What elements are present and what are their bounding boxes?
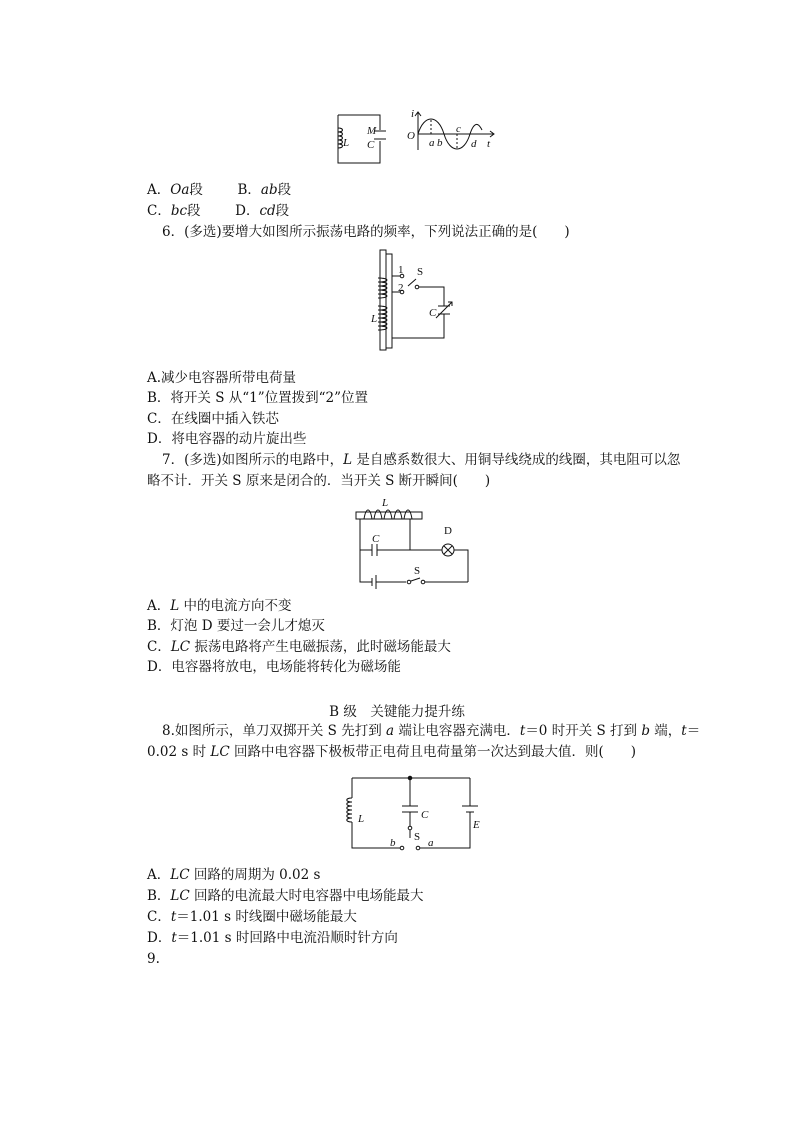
section-heading: B 级 关键能力提升练 — [329, 704, 465, 720]
q8-circuit-figure — [340, 770, 488, 856]
fig-label-c: C — [372, 533, 380, 545]
q9-number: 9. — [147, 951, 160, 967]
q5-options-row-2 — [147, 202, 289, 220]
q8-option-b[interactable]: B．LC 回路的电流最大时电容器中电场能最大 — [147, 888, 424, 904]
graph-label-t: t — [487, 138, 491, 150]
graph-label-a: a — [429, 137, 435, 149]
q6-option-d[interactable]: D．将电容器的动片旋出些 — [147, 431, 307, 447]
fig-label-l: L — [371, 313, 378, 325]
q6-option-b[interactable]: B．将开关 S 从“1”位置拨到“2”位置 — [147, 390, 369, 406]
q5-option-b[interactable]: B．ab段 — [237, 182, 292, 198]
fig-label-c: C — [429, 307, 437, 319]
q7-option-d[interactable]: D．电容器将放电，电场能将转化为磁场能 — [147, 659, 401, 675]
q5-option-d[interactable]: D．cd段 — [235, 203, 290, 219]
fig-label-s: S — [417, 266, 424, 278]
q5-option-a[interactable]: A．Oa段 — [147, 182, 203, 198]
q5-option-c[interactable]: C．bc段 — [147, 203, 201, 219]
graph-label-o: O — [407, 130, 415, 142]
fig-label-e: E — [473, 819, 480, 831]
graph-label-i: i — [411, 108, 415, 120]
q8-stem-line-2: 0.02 s 时 LC 回路中电容器下极板带正电荷且电荷量第一次达到最大值．则( ) — [147, 744, 636, 760]
q7-stem-line-2: 略不计．开关 S 原来是闭合的．当开关 S 断开瞬间( ) — [147, 473, 491, 489]
fig-label-l: L — [343, 137, 350, 149]
fig-label-d: D — [444, 525, 452, 537]
fig-label-l: L — [382, 497, 389, 509]
q7-stem-line-1: 7．(多选)如图所示的电路中，L 是自感系数很大、用铜导线绕成的线圈，其电阻可以忽 — [162, 452, 681, 468]
q7-option-c[interactable]: C．LC 振荡电路将产生电磁振荡，此时磁场能最大 — [147, 639, 451, 655]
q7-option-a[interactable]: A．L 中的电流方向不变 — [147, 598, 292, 614]
q8-stem-line-1: 8.如图所示，单刀双掷开关 S 先打到 a 端让电容器充满电．t＝0 时开关 S 打到 b 端，t＝ — [162, 723, 701, 739]
q6-option-a[interactable]: A.减少电容器所带电荷量 — [147, 370, 297, 386]
fig-label-b: b — [390, 837, 396, 849]
q6-oscillator-figure — [370, 248, 460, 358]
graph-label-d: d — [471, 138, 477, 150]
q5-lc-circuit-figure — [330, 110, 390, 170]
q7-option-b[interactable]: B．灯泡 D 要过一会儿才熄灭 — [147, 618, 325, 634]
fig-label-1: 1 — [398, 264, 404, 276]
q6-option-c[interactable]: C．在线圈中插入铁芯 — [147, 411, 279, 427]
fig-label-2: 2 — [398, 282, 404, 294]
fig-label-s: S — [414, 565, 421, 577]
fig-label-a: a — [428, 837, 434, 849]
q6-stem: 6．(多选)要增大如图所示振荡电路的频率，下列说法正确的是( ) — [162, 224, 570, 240]
q8-option-a[interactable]: A．LC 回路的周期为 0.02 s — [147, 867, 321, 883]
fig-label-s: S — [414, 831, 421, 843]
fig-label-l: L — [358, 813, 365, 825]
q8-option-d[interactable]: D．t＝1.01 s 时回路中电流沿顺时针方向 — [147, 930, 398, 946]
q7-circuit-figure — [348, 494, 476, 590]
graph-label-b: b — [437, 137, 443, 149]
q5-current-graph — [404, 108, 500, 156]
q8-option-c[interactable]: C．t＝1.01 s 时线圈中磁场能最大 — [147, 909, 357, 925]
fig-label-m: M — [367, 125, 377, 137]
graph-label-c: c — [456, 123, 461, 135]
fig-label-c: C — [421, 809, 429, 821]
fig-label-c: C — [367, 139, 375, 151]
q5-options-row-1 — [147, 181, 291, 199]
